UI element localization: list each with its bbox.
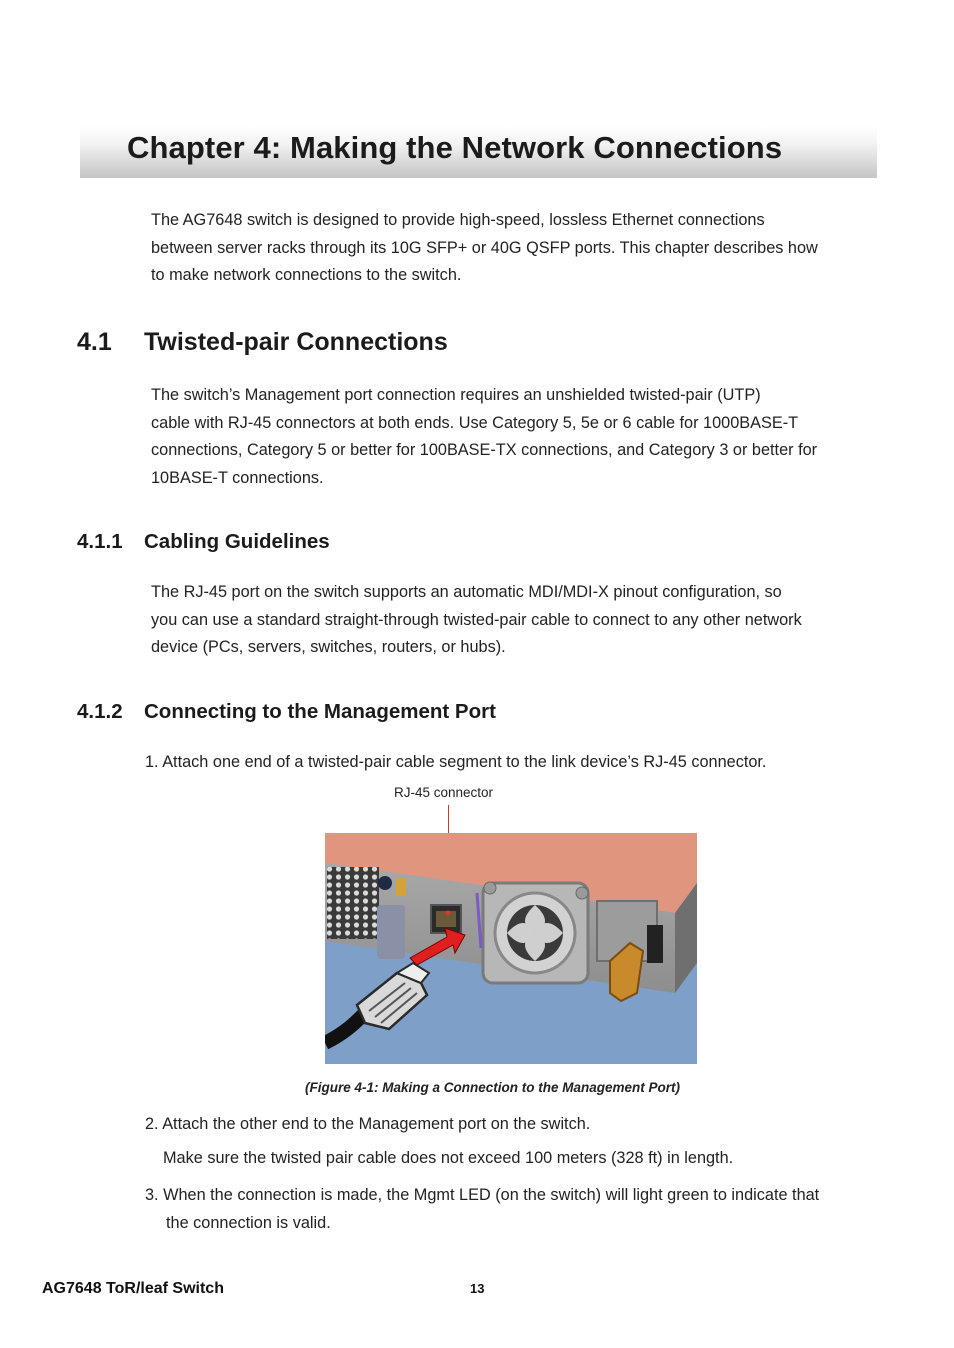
section-4-1-1-paragraph: [151, 579, 881, 662]
paragraph-line: device (PCs, servers, switches, routers, or hubs).: [151, 638, 506, 656]
chapter-title: Chapter 4: Making the Network Connections: [127, 130, 783, 165]
paragraph-line: connections, Category 5 or better for 100BASE-TX connections, and Category 3 or better for: [151, 441, 818, 459]
section-4-1-heading: [77, 328, 448, 357]
intro-paragraph: [151, 207, 881, 290]
section-4-1-paragraph: [151, 382, 881, 492]
rj45-callout-label: RJ-45 connector: [394, 785, 494, 800]
figure-caption: (Figure 4-1: Making a Connection to the Management Port): [305, 1080, 681, 1095]
paragraph-line: The RJ-45 port on the switch supports an automatic MDI/MDI-X pinout configuration, so: [151, 583, 782, 601]
section-number: 4.1.2: [77, 700, 123, 723]
section-4-1-2-heading: [77, 700, 496, 724]
intro-line: between server racks through its 10G SFP+ or 40G QSFP ports. This chapter describes how: [151, 238, 818, 257]
step-3: 3. When the connection is made, the Mgmt LED (on the switch) will light green to indicate that: [145, 1186, 820, 1204]
intro-line: to make network connections to the switch.: [151, 266, 462, 284]
paragraph-line: you can use a standard straight-through twisted-pair cable to connect to any other network: [151, 610, 802, 629]
section-4-1-1-heading: [77, 530, 330, 554]
paragraph-line: cable with RJ-45 connectors at both ends. Use Category 5, 5e or 6 cable for 1000BASE-T: [151, 413, 799, 432]
footer-product-name: AG7648 ToR/leaf Switch: [42, 1280, 224, 1297]
section-title: Connecting to the Management Port: [144, 700, 496, 723]
callout-dot: [446, 911, 451, 916]
paragraph-line: 10BASE-T connections.: [151, 468, 324, 487]
led-strip: [396, 878, 406, 896]
step-2-note: Make sure the twisted pair cable does not exceed 100 meters (328 ft) in length.: [163, 1149, 734, 1167]
step-2: 2. Attach the other end to the Management port on the switch.: [145, 1115, 591, 1133]
latch: [377, 905, 405, 959]
management-port-figure: [325, 833, 697, 1064]
paragraph-line: The switch’s Management port connection requires an unshielded twisted-pair (UTP): [151, 386, 761, 404]
vent-mesh: [327, 867, 379, 939]
step-3-continued: the connection is valid.: [166, 1214, 331, 1232]
section-title: Cabling Guidelines: [144, 530, 330, 553]
latch-dark: [647, 925, 663, 963]
section-number: 4.1: [77, 328, 112, 356]
step-1: 1. Attach one end of a twisted-pair cable segment to the link device’s RJ-45 connector.: [145, 753, 767, 771]
section-number: 4.1.1: [77, 530, 123, 553]
section-title: Twisted-pair Connections: [144, 328, 448, 356]
intro-line: The AG7648 switch is designed to provide high-speed, lossless Ethernet connections: [151, 211, 765, 229]
page-number: 13: [470, 1281, 485, 1296]
button-dot: [378, 876, 392, 890]
